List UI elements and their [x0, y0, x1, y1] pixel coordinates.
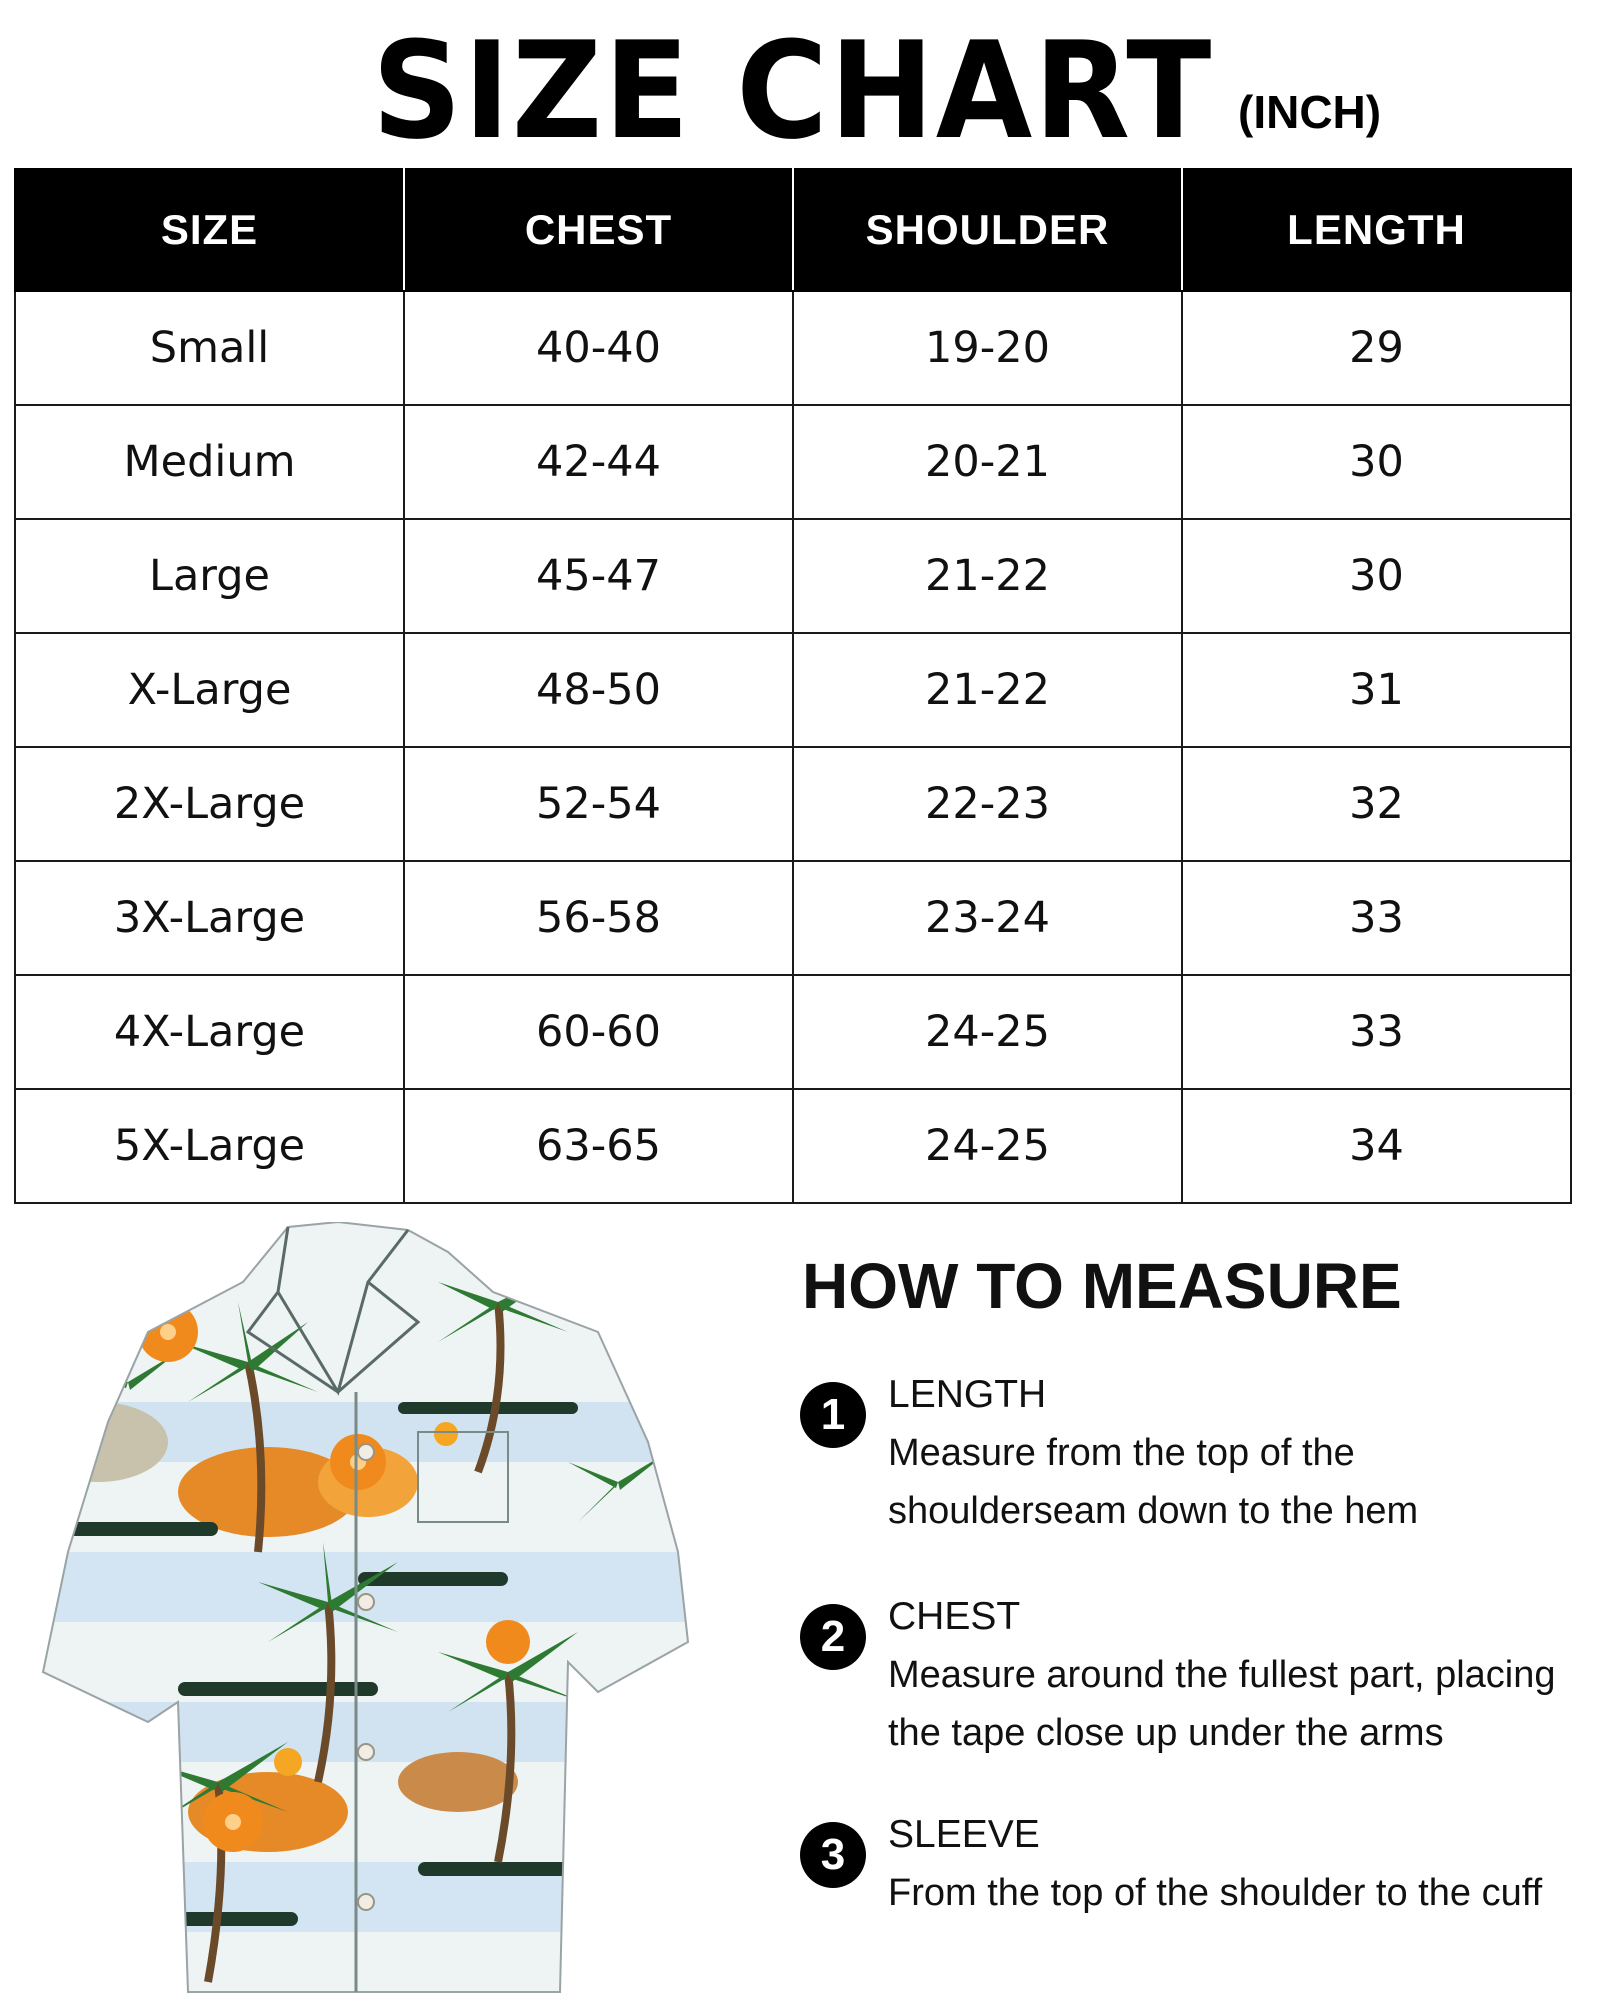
- title-block: [0, 10, 1600, 169]
- size-table: [14, 168, 1572, 1204]
- column-header: CHEST: [404, 169, 793, 291]
- shoulder-cell: 21-22: [793, 633, 1182, 747]
- chest-cell: 48-50: [404, 633, 793, 747]
- chest-cell: 63-65: [404, 1089, 793, 1203]
- step-heading: LENGTH: [888, 1373, 1047, 1416]
- how-to-measure-title: HOW TO MEASURE: [802, 1250, 1402, 1322]
- step-number-badge: 2: [800, 1604, 866, 1670]
- length-cell: 30: [1182, 405, 1571, 519]
- step-heading: SLEEVE: [888, 1813, 1040, 1856]
- size-cell: Small: [15, 291, 404, 405]
- step-description: Measure from the top of the shoulderseam down to the hem: [888, 1432, 1419, 1532]
- length-cell: 31: [1182, 633, 1571, 747]
- size-cell: 5X-Large: [15, 1089, 404, 1203]
- size-cell: 2X-Large: [15, 747, 404, 861]
- shoulder-cell: 20-21: [793, 405, 1182, 519]
- shoulder-cell: 21-22: [793, 519, 1182, 633]
- length-cell: 33: [1182, 975, 1571, 1089]
- chest-cell: 45-47: [404, 519, 793, 633]
- size-cell: Large: [15, 519, 404, 633]
- chest-cell: 56-58: [404, 861, 793, 975]
- step-heading: CHEST: [888, 1595, 1021, 1638]
- size-cell: Medium: [15, 405, 404, 519]
- length-cell: 34: [1182, 1089, 1571, 1203]
- shoulder-cell: 22-23: [793, 747, 1182, 861]
- shoulder-cell: 24-25: [793, 1089, 1182, 1203]
- column-header: SHOULDER: [793, 169, 1182, 291]
- size-cell: X-Large: [15, 633, 404, 747]
- hawaiian-shirt-illustration: [38, 1222, 718, 2000]
- shoulder-cell: 24-25: [793, 975, 1182, 1089]
- table-row: [15, 975, 1571, 1089]
- table-row: [15, 405, 1571, 519]
- column-header: SIZE: [15, 169, 404, 291]
- table-row: [15, 633, 1571, 747]
- table-row: [15, 291, 1571, 405]
- table-row: [15, 861, 1571, 975]
- measure-step-sleeve: [800, 1806, 1600, 1946]
- shoulder-cell: 23-24: [793, 861, 1182, 975]
- shoulder-cell: 19-20: [793, 291, 1182, 405]
- size-cell: 3X-Large: [15, 861, 404, 975]
- chest-cell: 52-54: [404, 747, 793, 861]
- step-number-badge: 1: [800, 1382, 866, 1448]
- column-header: LENGTH: [1182, 169, 1571, 291]
- length-cell: 29: [1182, 291, 1571, 405]
- measure-step-chest: [800, 1588, 1600, 1758]
- chest-cell: 60-60: [404, 975, 793, 1089]
- table-row: [15, 519, 1571, 633]
- size-cell: 4X-Large: [15, 975, 404, 1089]
- length-cell: 33: [1182, 861, 1571, 975]
- table-header-row: [15, 169, 1571, 291]
- table-row: [15, 1089, 1571, 1203]
- chest-cell: 40-40: [404, 291, 793, 405]
- step-description: From the top of the shoulder to the cuff: [888, 1872, 1543, 1914]
- chest-cell: 42-44: [404, 405, 793, 519]
- step-number-badge: 3: [800, 1822, 866, 1888]
- page-title: SIZE CHART: [372, 13, 1214, 169]
- length-cell: 32: [1182, 747, 1571, 861]
- step-description: Measure around the fullest part, placing the tape close up under the arms: [888, 1654, 1556, 1754]
- length-cell: 30: [1182, 519, 1571, 633]
- unit-label: (INCH): [1238, 86, 1382, 138]
- measure-step-length: [800, 1366, 1600, 1536]
- table-row: [15, 747, 1571, 861]
